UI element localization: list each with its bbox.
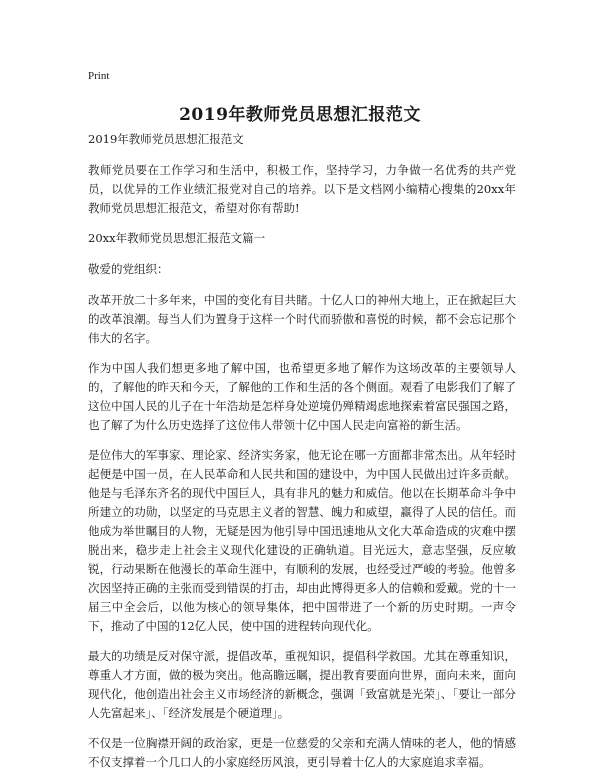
section-heading: 20xx年教师党员思想汇报范文篇一 [88,231,266,245]
subtitle-paragraph: 2019年教师党员思想汇报范文 [88,132,244,146]
body-paragraph: 最大的功绩是反对保守派，提倡改革，重视知识，提倡科学救国。尤其在尊重知识，尊重人才方面，做的极为突出。他高瞻远瞩，提出教育要面向世界，面向未来，面向现代化，他创造出社会主义市场经济的新概念，强调「致富就是光荣」、「要让一部分人先富起来」、「经济发展是个硬道理」。 [88,649,516,720]
body-paragraph: 不仅是一位胸襟开阔的政治家，更是一位慈爱的父亲和充满人情味的老人，他的情感不仅支撑着一个几口人的小家庭经历风浪，更引导着十亿人的大家庭追求幸福。 [88,736,516,769]
body-paragraph: 是位伟大的军事家、理论家、经济实务家，他无论在哪一方面都非常杰出。从年轻时起便是中国一员，在人民革命和人民共和国的建设中，为中国人民做出过许多贡献。他是与毛泽东齐名的现代中国巨人，具有非凡的魅力和威信。他以在长期革命斗争中所建立的功勋，以坚定的马克思主义者的智慧、魄力和威望，赢得了人民的信任。而他成为举世瞩目的人物，无疑是因为他引导中国迅速地从文化大革命造成的灾难中摆脱出来，稳步走上社会主义现代化建设的正确轨道。目光远大，意志坚强，反应敏锐，行动果断在他漫长的革命生涯中，有顺利的发展，也经受过严峻的考验。他曾多次因坚持正确的主张而受到错误的打击，却由此博得更多人的信赖和爱戴。党的十一届三中全会后，以他为核心的领导集体，把中国带进了一个新的历史时期。一声令下，推动了中国的12亿人民，使中国的进程转向现代化。 [88,448,516,633]
body-paragraph: 改革开放二十多年来，中国的变化有目共睹。十亿人口的神州大地上，正在掀起巨大的改革浪潮。每当人们为置身于这样一个时代而骄傲和喜悦的时候，都不会忘记那个伟大的名字。 [88,293,516,345]
body-paragraph: 作为中国人我们想更多地了解中国，也希望更多地了解作为这场改革的主要领导人的，了解他的昨天和今天，了解他的工作和生活的各个侧面。观看了电影我们了解了这位中国人民的儿子在十年浩劫是怎样身处逆境仍殚精竭虑地探索着富民强国之路，也了解了为什么历史选择了这位伟人带领十亿中国人民走向富裕的新生活。 [88,361,516,432]
document-title: 2019年教师党员思想汇报范文 [179,105,421,125]
document-body [88,130,516,783]
salutation: 敬爱的党组织： [88,262,169,276]
intro-paragraph: 教师党员要在工作学习和生活中，积极工作，坚持学习，力争做一名优秀的共产党员，以优异的工作业绩汇报党对自己的培养。以下是文档网小编精心搜集的20xx年教师党员思想汇报范文，希望对你有帮助! [88,163,516,215]
print-link[interactable]: Print [88,70,110,82]
